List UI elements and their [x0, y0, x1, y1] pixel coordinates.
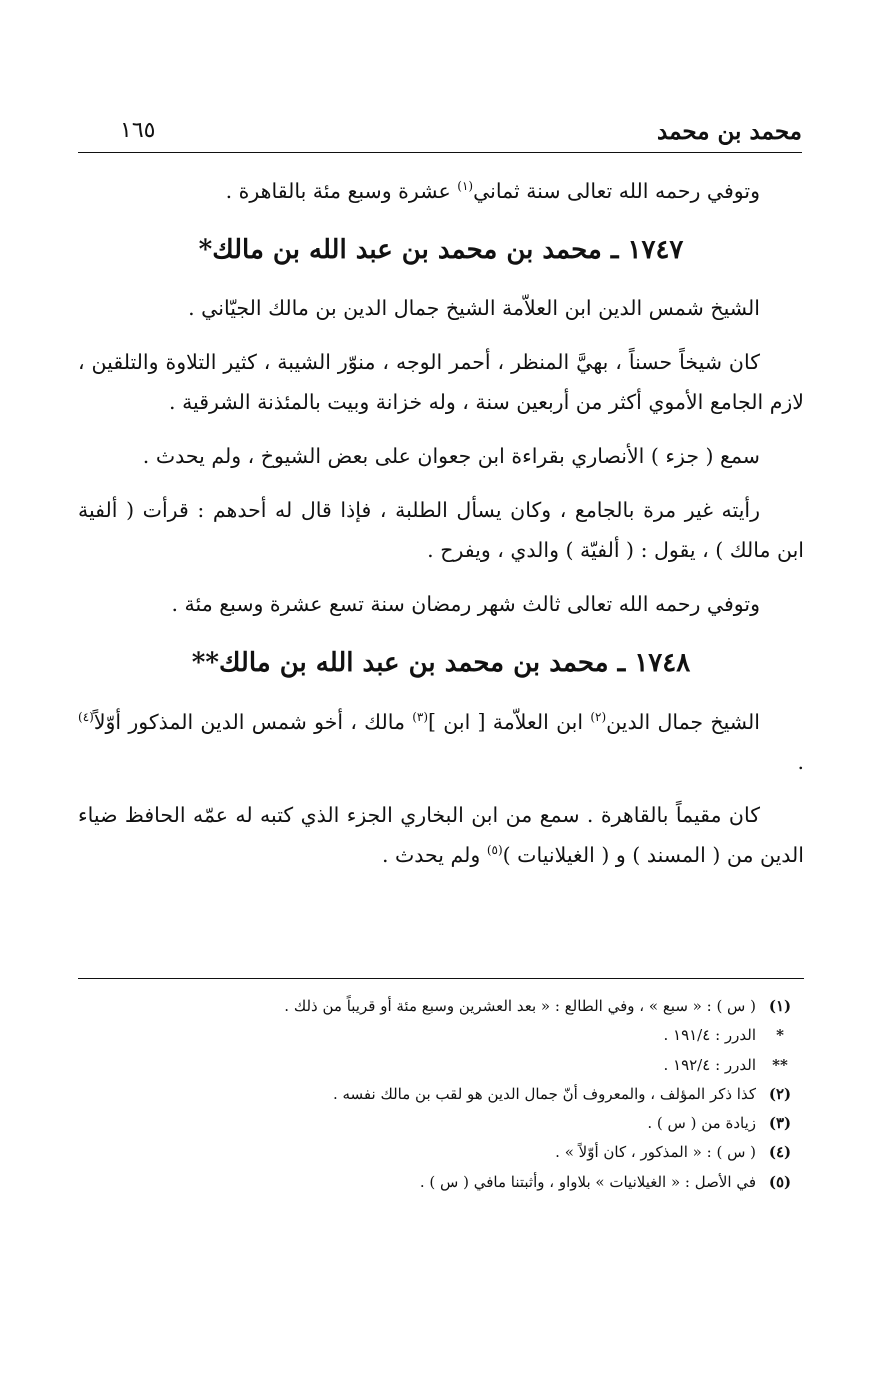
- footnote: [78, 1109, 804, 1138]
- footnote-text: زيادة من ( س ) .: [647, 1114, 756, 1132]
- text-run: .: [797, 749, 804, 774]
- footnote-text: الدرر : ١٩١/٤ .: [663, 1026, 756, 1045]
- spacer: [78, 477, 804, 491]
- entry-heading-1747: ١٧٤٧ ـ محمد بن محمد بن عبد الله بن مالك*: [198, 234, 684, 265]
- footnote: [78, 1080, 804, 1109]
- footnote-text: الدرر : ١٩٢/٤ .: [663, 1055, 756, 1074]
- paragraph-residence: [78, 796, 804, 876]
- footnote: [78, 1051, 804, 1080]
- paragraph-hearing: سمع ( جزء ) الأنصاري بقراءة ابن جعوان على بعض الشيوخ ، ولم يحدث .: [142, 444, 760, 469]
- text-run: كان مقيماً بالقاهرة . سمع من ابن البخاري الجزء الذي كتبه له عمّه الحافظ ضياء الدين من ( المسند ) و ( الغيلانيات ): [78, 803, 804, 868]
- text-run: ولم يحدث .: [381, 843, 487, 868]
- running-title: محمد بن محمد: [657, 118, 802, 145]
- footnote-ref: (٣): [412, 709, 429, 724]
- paragraph-description: كان شيخاً حسناً ، بهيَّ المنظر ، أحمر الوجه ، منوّر الشيبة ، كثير التلاوة والتلقين ، لازم الجامع الأموي أكثر من أربعين سنة ، وله خزانة وبيت بالمئذنة الشرقية .: [78, 350, 804, 415]
- footnote-mark: *: [776, 1026, 784, 1045]
- header-rule: [78, 152, 802, 153]
- spacer: [78, 571, 804, 585]
- text-run: عشرة وسبع مئة بالقاهرة .: [225, 179, 458, 203]
- footnote-mark: (٤): [768, 1143, 792, 1162]
- footnote: [78, 1138, 804, 1167]
- paragraph-lineage: الشيخ شمس الدين ابن العلاّمة الشيخ جمال الدين بن مالك الجيّاني .: [188, 296, 760, 321]
- footnote: [78, 992, 804, 1021]
- footnote-text: ( س ) : « المذكور ، كان أوّلاً » .: [555, 1143, 756, 1162]
- footnote-mark: **: [772, 1055, 788, 1074]
- footnote-rule: [78, 978, 804, 979]
- footnote-text: كذا ذكر المؤلف ، والمعروف أنّ جمال الدين هو لقب بن مالك نفسه .: [332, 1084, 756, 1103]
- page-header: [78, 116, 802, 152]
- text-run: وتوفي رحمه الله تعالى سنة ثماني: [473, 179, 760, 203]
- footnote-ref: (٢): [590, 709, 607, 724]
- footnote-text: في الأصل : « الغيلانيات » بلاواو ، وأثبتنا مافي ( س ) .: [419, 1172, 756, 1191]
- spacer: [78, 329, 804, 343]
- footnote-mark: (٥): [768, 1172, 792, 1191]
- paragraph-jamal-lineage: [78, 703, 804, 783]
- footnote-mark: (١): [768, 997, 792, 1015]
- footnote: [78, 1168, 804, 1197]
- page-number: ١٦٥: [120, 118, 156, 143]
- spacer: [78, 423, 804, 437]
- text-run: الشيخ جمال الدين: [606, 709, 761, 734]
- paragraph-death-date: وتوفي رحمه الله تعالى ثالث شهر رمضان سنة تسع عشرة وسبع مئة .: [171, 592, 760, 617]
- footnotes: [78, 992, 804, 1197]
- spacer: [78, 625, 804, 639]
- entry-heading-1748: ١٧٤٨ ـ محمد بن محمد بن عبد الله بن مالك**: [191, 648, 691, 679]
- text-run: ابن العلاّمة [ ابن ]: [428, 709, 591, 734]
- paragraph-death-note: [78, 172, 804, 212]
- spacer: [78, 689, 804, 703]
- spacer: [78, 275, 804, 289]
- footnote-text: ( س ) : « سبع » ، وفي الطالع : « بعد العشرين وسبع مئة أو قريباً من ذلك .: [284, 997, 756, 1015]
- footnote-ref: (٤): [78, 709, 94, 724]
- text-run: مالك ، أخو شمس الدين المذكور أوّلاً: [93, 709, 413, 734]
- main-text: [78, 172, 804, 876]
- footnote-mark: (٣): [768, 1114, 792, 1132]
- footnote-ref: (١): [457, 179, 474, 194]
- footnote: [78, 1021, 804, 1050]
- spacer: [78, 212, 804, 226]
- spacer: [78, 782, 804, 796]
- footnote-ref: (٥): [486, 843, 503, 858]
- paragraph-anecdote: رأيته غير مرة بالجامع ، وكان يسأل الطلبة ، فإذا قال له أحدهم : قرأت ( ألفية ابن مالك ) ، يقول : ( ألفيّة ) والدي ، ويفرح .: [78, 498, 804, 563]
- footnote-mark: (٢): [768, 1084, 792, 1103]
